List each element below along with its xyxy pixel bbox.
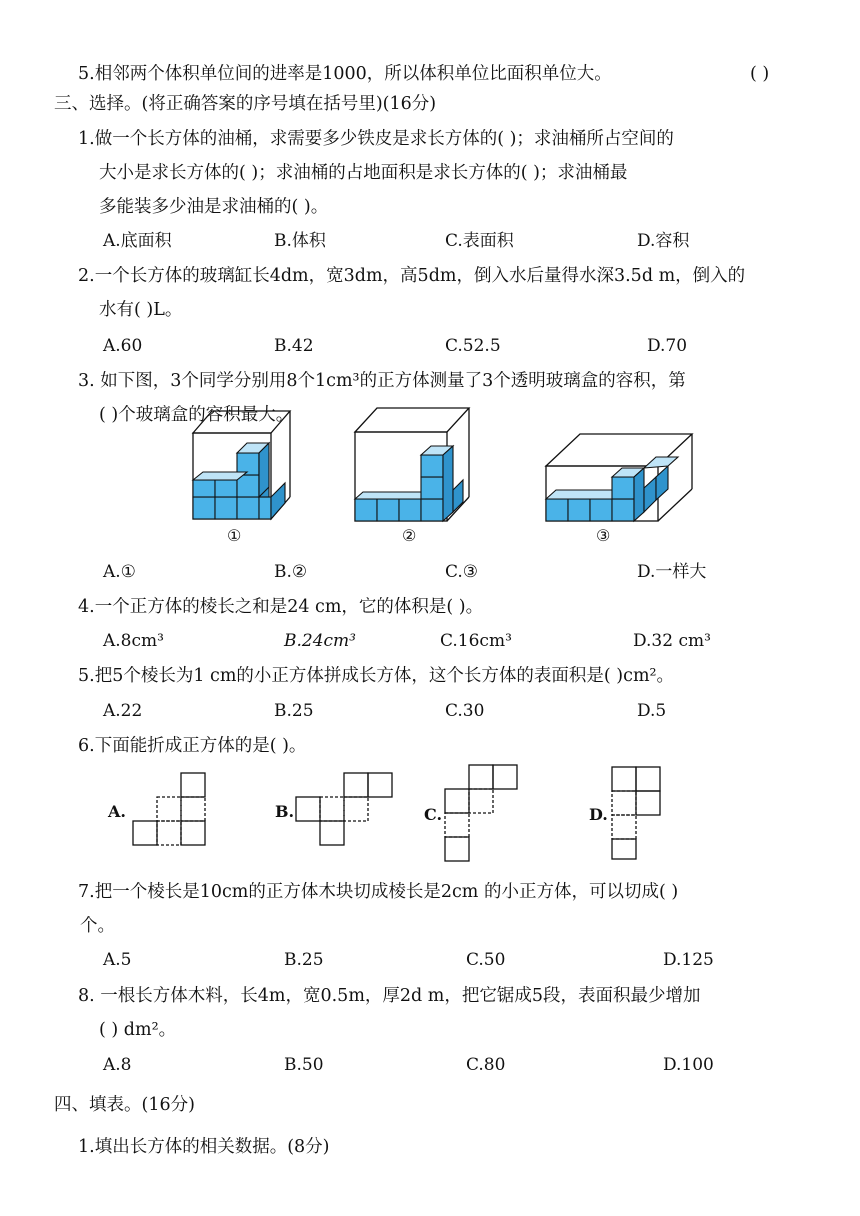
q7-option-a: A.5 xyxy=(103,950,132,970)
q5-option-b: B.25 xyxy=(274,701,314,721)
q5-option-c: C.30 xyxy=(445,701,485,721)
cube-net-b xyxy=(296,773,392,845)
q3-option-b: B.② xyxy=(274,562,308,582)
glass-box-1 xyxy=(193,411,290,519)
net-label-c: C. xyxy=(424,805,443,824)
q2-line2: 水有( )L。 xyxy=(99,300,183,320)
q5-option-a: A.22 xyxy=(103,701,143,721)
net-label-b: B. xyxy=(275,802,295,821)
q5-option-d: D.5 xyxy=(637,701,667,721)
q1-option-a: A.底面积 xyxy=(103,231,172,251)
q1-option-d: D.容积 xyxy=(637,231,690,251)
q7-option-d: D.125 xyxy=(663,950,714,970)
q6-line1: 6.下面能折成正方体的是( )。 xyxy=(78,736,307,756)
section-4-title: 四、填表。(16分) xyxy=(54,1095,195,1115)
q8-option-b: B.50 xyxy=(284,1055,324,1075)
q1-option-b: B.体积 xyxy=(274,231,326,251)
q1-line3: 多能装多少油是求油桶的( )。 xyxy=(99,197,329,217)
q4-option-d: D.32 cm³ xyxy=(633,631,711,651)
q8-line2: ( ) dm²。 xyxy=(99,1020,177,1040)
fig-label-3: ③ xyxy=(596,526,611,545)
q7-option-b: B.25 xyxy=(284,950,324,970)
q3-option-c: C.③ xyxy=(445,562,479,582)
glass-box-3 xyxy=(546,434,692,521)
cube-net-a xyxy=(133,773,205,845)
net-label-a: A. xyxy=(108,802,126,821)
q1-option-c: C.表面积 xyxy=(445,231,514,251)
q2-line1: 2.一个长方体的玻璃缸长4dm，宽3dm，高5dm，倒入水后量得水深3.5d m，倒入的 xyxy=(78,266,746,286)
q3-option-a: A.① xyxy=(103,562,136,582)
q1-line2: 大小是求长方体的( )；求油桶的占地面积是求长方体的( )；求油桶最 xyxy=(99,163,628,183)
net-label-d: D. xyxy=(589,805,608,824)
q3-line1: 3. 如下图，3个同学分别用8个1cm³的正方体测量了3个透明玻璃盒的容积，第 xyxy=(78,371,686,391)
cube-net-c xyxy=(445,765,517,861)
glass-box-2 xyxy=(355,408,469,521)
section-4-question-1: 1.填出长方体的相关数据。(8分) xyxy=(78,1137,330,1157)
q2-option-c: C.52.5 xyxy=(445,336,501,356)
q4-line1: 4.一个正方体的棱长之和是24 cm，它的体积是( )。 xyxy=(78,597,484,617)
q4-option-c: C.16cm³ xyxy=(440,631,512,651)
q8-option-a: A.8 xyxy=(103,1055,132,1075)
q1-line1: 1.做一个长方体的油桶，求需要多少铁皮是求长方体的( )；求油桶所占空间的 xyxy=(78,129,674,149)
q3-option-d: D.一样大 xyxy=(637,562,707,582)
q4-option-a: A.8cm³ xyxy=(103,631,164,651)
q7-option-c: C.50 xyxy=(466,950,506,970)
fig-label-1: ① xyxy=(227,526,242,545)
q3-line2: ( )个玻璃盒的容积最大。 xyxy=(99,405,294,425)
answer-paren[interactable]: ( ) xyxy=(750,64,770,84)
q7-line2: 个。 xyxy=(80,916,115,936)
q2-option-a: A.60 xyxy=(103,336,143,356)
q8-option-c: C.80 xyxy=(466,1055,506,1075)
section-3-title: 三、选择。(将正确答案的序号填在括号里)(16分) xyxy=(54,94,437,114)
q2-option-d: D.70 xyxy=(647,336,688,356)
q4-option-b: B.24cm³ xyxy=(284,631,356,651)
cube-net-d xyxy=(612,767,660,859)
q7-line1: 7.把一个棱长是10cm的正方体木块切成棱长是2cm 的小正方体，可以切成( ) xyxy=(78,882,679,902)
q8-line1: 8. 一根长方体木料，长4m，宽0.5m，厚2d m，把它锯成5段，表面积最少增加 xyxy=(78,986,701,1006)
q8-option-d: D.100 xyxy=(663,1055,714,1075)
q5-line1: 5.把5个棱长为1 cm的小正方体拼成长方体，这个长方体的表面积是( )cm²。 xyxy=(78,666,675,686)
fig-label-2: ② xyxy=(402,526,417,545)
judge-question-5: 5.相邻两个体积单位间的进率是1000，所以体积单位比面积单位大。 xyxy=(78,64,612,84)
q2-option-b: B.42 xyxy=(274,336,314,356)
